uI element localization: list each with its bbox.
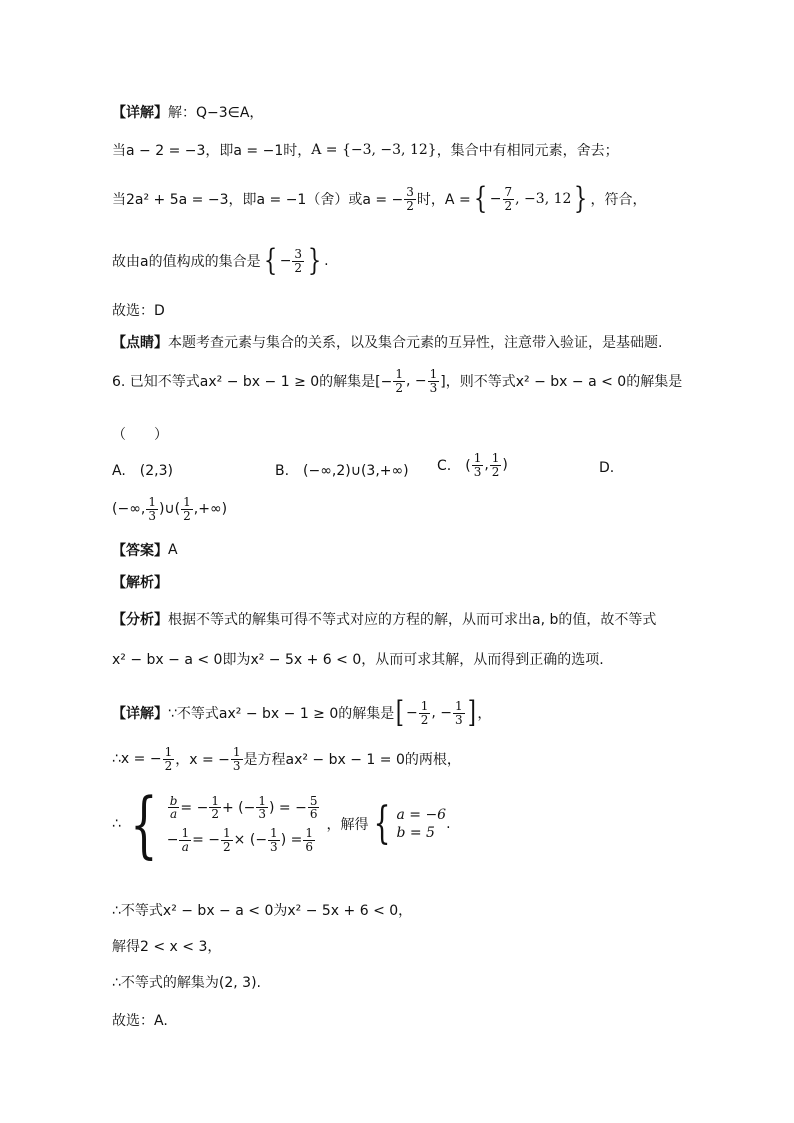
fraction bbox=[453, 700, 465, 726]
question-text-start: 6. 已知不等式ax² − bx − 1 ≥ 0的解集是[− bbox=[112, 374, 393, 391]
roots-start: ∴x = − bbox=[112, 751, 162, 768]
right-bracket: ] bbox=[467, 695, 476, 730]
answer-line bbox=[112, 540, 178, 560]
denominator: 3 bbox=[148, 508, 156, 523]
roots-end: 是方程ax² − bx − 1 = 0的两根， bbox=[243, 752, 461, 769]
fraction bbox=[292, 248, 304, 274]
fraction bbox=[503, 186, 515, 212]
option-d-prefix: (−∞, bbox=[112, 501, 146, 518]
solution-line-1 bbox=[112, 695, 492, 730]
numerator: 1 bbox=[305, 826, 313, 840]
solution-a: a = −6 bbox=[396, 807, 447, 823]
choose-d-line: 故选：D bbox=[112, 303, 165, 319]
numerator: b bbox=[169, 793, 178, 808]
numerator: 1 bbox=[232, 745, 241, 759]
fraction bbox=[221, 827, 233, 853]
option-d bbox=[112, 496, 227, 522]
fraction bbox=[163, 746, 175, 772]
therefore-symbol: ∴ bbox=[112, 816, 121, 832]
answer-paren: （ ） bbox=[112, 427, 168, 443]
period: . bbox=[324, 253, 329, 269]
detail-text: 解：Q−3∈A， bbox=[168, 105, 264, 121]
paren-equals: ) = bbox=[280, 832, 303, 849]
case-line-1 bbox=[112, 140, 619, 160]
set-intro: 故由a的值构成的集合是 bbox=[112, 254, 261, 270]
equation-row-2 bbox=[167, 827, 321, 853]
option-c bbox=[437, 452, 508, 478]
solution-rows bbox=[396, 807, 446, 841]
system-rows bbox=[167, 795, 321, 853]
conclusion-line-1: ∴不等式x² − bx − a < 0为x² − 5x + 6 < 0， bbox=[112, 903, 413, 919]
analysis-line-2: x² − bx − a < 0即为x² − 5x + 6 < 0，从而可求其解，从而得到正确的选项. bbox=[112, 652, 604, 668]
solve-text: ，解得 bbox=[326, 817, 369, 833]
detail-line-1 bbox=[112, 102, 263, 122]
fraction bbox=[231, 746, 243, 772]
denominator: 2 bbox=[406, 198, 414, 213]
fraction bbox=[181, 496, 193, 522]
equals-minus: = − bbox=[180, 799, 209, 816]
numerator: 1 bbox=[183, 495, 191, 509]
denominator: 6 bbox=[305, 839, 313, 854]
numerator: 3 bbox=[294, 246, 303, 261]
comma-minus: , − bbox=[406, 373, 427, 390]
numerator: 1 bbox=[473, 451, 482, 465]
set-line bbox=[112, 243, 329, 278]
case-line-2 bbox=[112, 181, 647, 216]
choose-a-line: 故选：A. bbox=[112, 1013, 168, 1029]
numerator: 1 bbox=[148, 495, 156, 509]
case-2-mid: 时，A = bbox=[416, 192, 471, 208]
denominator: 2 bbox=[504, 198, 513, 213]
numerator: 1 bbox=[181, 826, 190, 840]
equation-row-1 bbox=[167, 795, 321, 821]
analysis-sub-label: 【分析】 bbox=[112, 612, 168, 628]
roots-line bbox=[112, 746, 461, 772]
denominator: 3 bbox=[473, 464, 482, 479]
paren-equals: ) = − bbox=[269, 799, 307, 816]
option-c-prefix: C. ( bbox=[437, 458, 471, 475]
denominator: 3 bbox=[232, 758, 241, 773]
denominator: 2 bbox=[294, 260, 303, 275]
numerator: 1 bbox=[164, 745, 173, 759]
numerator: 1 bbox=[211, 793, 219, 808]
fraction bbox=[428, 368, 440, 394]
fraction bbox=[146, 496, 158, 522]
fraction bbox=[209, 795, 221, 821]
case-1-condition: 当a − 2 = −3，即a = −1时， bbox=[112, 143, 312, 159]
option-a: A. (2,3) bbox=[112, 463, 173, 479]
denominator: 6 bbox=[309, 807, 318, 822]
fraction bbox=[256, 795, 268, 821]
solution-b: b = 5 bbox=[396, 825, 435, 841]
analysis-text-1: 根据不等式的解集可得不等式对应的方程的解，从而可求出a, b的值，故不等式 bbox=[168, 612, 657, 628]
union: )∪( bbox=[158, 501, 181, 518]
minus-sign: − bbox=[405, 705, 418, 721]
close-paren: ) bbox=[502, 457, 508, 474]
times-paren: × (− bbox=[233, 832, 268, 849]
option-d-label: D. bbox=[599, 460, 615, 476]
fraction bbox=[490, 452, 502, 478]
numerator: 1 bbox=[395, 367, 403, 381]
option-d-suffix: ,+∞) bbox=[193, 501, 228, 518]
denominator: 3 bbox=[270, 839, 278, 854]
numerator: 1 bbox=[258, 793, 266, 808]
fraction bbox=[303, 827, 315, 853]
denominator: 2 bbox=[491, 464, 500, 479]
numerator: 1 bbox=[223, 826, 231, 840]
denominator: 2 bbox=[420, 712, 429, 727]
system-solution bbox=[368, 798, 447, 849]
plus-paren: + (− bbox=[221, 799, 256, 816]
denominator: 2 bbox=[164, 758, 173, 773]
conclusion-line-3: ∴不等式的解集为(2, 3). bbox=[112, 975, 261, 991]
numerator: 5 bbox=[309, 793, 318, 808]
left-brace: { bbox=[263, 243, 277, 278]
answer-value: A bbox=[168, 542, 178, 558]
case-2-condition: 当2a² + 5a = −3，即a = −1（舍）或a = − bbox=[112, 192, 404, 208]
comma: ， bbox=[477, 706, 492, 722]
solution-label: 【详解】 bbox=[112, 706, 168, 722]
fraction bbox=[179, 827, 191, 853]
answer-label: 【答案】 bbox=[112, 543, 168, 559]
denominator: 2 bbox=[183, 508, 191, 523]
numerator: 1 bbox=[270, 826, 278, 840]
numerator: 3 bbox=[406, 184, 414, 199]
case-1-set: A = {−3, −3, 12} bbox=[311, 142, 437, 158]
numerator: 1 bbox=[420, 698, 429, 713]
note-line bbox=[112, 332, 662, 352]
fraction bbox=[419, 700, 431, 726]
fraction bbox=[268, 827, 280, 853]
system-left bbox=[121, 782, 321, 866]
set-tail: , −3, 12 bbox=[515, 191, 572, 207]
detail-label: 【详解】 bbox=[112, 105, 168, 121]
numerator: 7 bbox=[504, 184, 513, 199]
fraction bbox=[393, 368, 405, 394]
equals-minus: = − bbox=[192, 832, 221, 849]
analysis-line-1 bbox=[112, 609, 656, 629]
right-brace: } bbox=[307, 243, 322, 278]
numerator: 1 bbox=[491, 451, 500, 465]
note-text: 本题考查元素与集合的关系，以及集合元素的互异性，注意带入验证，是基础题. bbox=[168, 335, 663, 351]
denominator: a bbox=[181, 839, 189, 854]
note-label: 【点睛】 bbox=[112, 335, 168, 351]
comma-minus: , − bbox=[431, 705, 452, 721]
left-brace: { bbox=[473, 181, 487, 216]
minus-sign: − bbox=[489, 191, 502, 207]
left-bracket: [ bbox=[396, 695, 405, 730]
option-b: B. (−∞,2)∪(3,+∞) bbox=[275, 463, 409, 479]
fraction bbox=[472, 452, 484, 478]
minus-sign: − bbox=[166, 832, 179, 849]
conclusion-line-2: 解得2 < x < 3， bbox=[112, 939, 222, 955]
period: . bbox=[446, 816, 451, 832]
question-text-end: ]，则不等式x² − bx − a < 0的解集是 bbox=[440, 374, 683, 391]
right-brace: } bbox=[574, 181, 588, 216]
analysis-label: 【解析】 bbox=[112, 575, 168, 591]
minus-sign: − bbox=[279, 253, 292, 269]
denominator: 2 bbox=[223, 839, 231, 854]
denominator: 3 bbox=[258, 807, 266, 822]
denominator: a bbox=[170, 807, 178, 822]
case-1-conclusion: ，集合中有相同元素，舍去； bbox=[436, 143, 619, 159]
fraction bbox=[168, 795, 180, 821]
denominator: 2 bbox=[211, 807, 219, 822]
fraction bbox=[308, 795, 320, 821]
numerator: 1 bbox=[429, 367, 438, 381]
left-brace: { bbox=[374, 798, 391, 849]
equation-system bbox=[112, 782, 451, 866]
denominator: 3 bbox=[455, 712, 463, 727]
question-6 bbox=[112, 368, 682, 394]
case-2-conclusion: ，符合， bbox=[590, 192, 647, 208]
denominator: 3 bbox=[429, 380, 438, 395]
numerator: 1 bbox=[455, 698, 463, 713]
roots-mid: ，x = − bbox=[175, 752, 230, 769]
fraction bbox=[404, 186, 416, 212]
denominator: 2 bbox=[395, 380, 403, 395]
comma: , bbox=[484, 457, 489, 474]
left-brace: { bbox=[130, 782, 158, 866]
solution-premise: ∵不等式ax² − bx − 1 ≥ 0的解集是 bbox=[168, 706, 395, 722]
